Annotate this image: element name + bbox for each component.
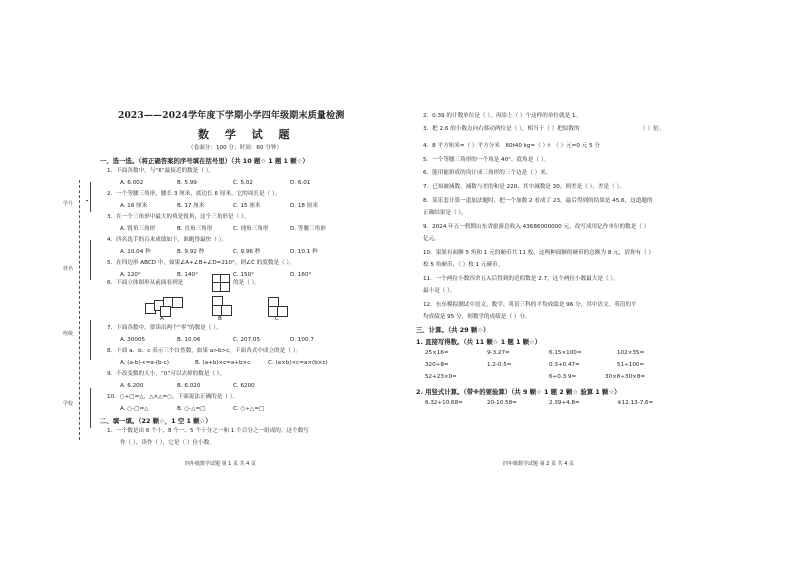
q5-option-d: D. 160°: [290, 272, 312, 278]
q5-text: 5．在四边形 ABCD 中，如果∠A+∠B+∠D=210°，则∠C 的度数是（ ）。: [107, 260, 295, 266]
q8-option-c: C. (a×b)×c=a×(b×c): [268, 360, 328, 366]
f9-text: 9．2024 年五一假期山东省旅游总收入 43686000000 元，改写成用亿作单位的数是（ ）: [423, 224, 650, 230]
f6-text: 6．能用能拼成的设计成三角形的三个边是（ ）米。: [423, 170, 552, 176]
q3-option-d: D. 等腰三角形: [290, 226, 326, 232]
f12-text: 12．东东模拟测试中语文、数学、英语三科的平均成绩是 96 分，其中语文、英语的平: [423, 302, 637, 308]
calc-r2c2: 1.2-0.5=: [487, 362, 512, 368]
f10-text: 10．果果有面额 5 角和 1 元的硬币共 11 枚，这两种面额的硬币的总额为 8 元，请你有（ ）: [423, 250, 655, 256]
q4-option-d: D. 10.1 秒: [290, 249, 318, 255]
side-label-name: 姓名: [63, 266, 74, 272]
q3-text: 3．在一个三角形中最大的角是锐角，这个三角形是（ ）。: [107, 214, 250, 220]
q10-option-c: C. ○÷△=□: [233, 406, 265, 412]
q9-text: 9．不改变数的大小，“0”可以去掉的数是（ ）。: [107, 371, 226, 377]
q9-option-c: C. 6200: [233, 383, 255, 389]
f8-text-cont: 正确结果是（ ）。: [423, 210, 467, 216]
f4-text: 4．8 平方厘米=（ ）平方分米 60t40 kg=（ ）t （ ）元=0 元 5 分: [423, 143, 601, 149]
f3-text: 3．把 2.6 的小数点向右移动两位是（ ），相当于（ ）把原数的: [423, 126, 580, 132]
side-field-line-1: [90, 182, 91, 212]
q2-option-a: A. 16 厘米: [120, 203, 148, 209]
vertical-calc-3: 2.39+4.8=: [549, 400, 580, 406]
q3-option-b: B. 直角三角形: [177, 226, 213, 232]
f11-text: 11．一个两位小数四舍五入后得到的近似数是 2.7，这个两位小数最大是（ ），: [423, 276, 619, 282]
q7-option-a: A. 30005: [120, 337, 146, 343]
calc-r3c4: 30×8÷30×8=: [605, 374, 646, 380]
section-2-heading: 二、填一填。（22 颗☆，1 空 1 颗☆）: [100, 417, 212, 425]
q10-text: 10．○+□=△，△×△=○，下面说法正确的是（ ）。: [107, 394, 239, 400]
f5-text: 5．一个等腰三角形的一个角是 40°，底角是（ ）。: [423, 157, 550, 163]
q5-option-b: B. 140°: [177, 272, 198, 278]
side-label-school: 学校: [63, 401, 74, 407]
exam-meta: （卷面分：100 分；时间：60 分钟）: [188, 145, 283, 151]
page-2-footer: 四年级数学试题 第 2 页 共 4 页: [503, 461, 574, 467]
q7-text: 7．下面各数中，要读出两个“零”的数是（ ）。: [107, 325, 222, 331]
q9-option-a: A. 6.200: [120, 383, 144, 389]
calc-part-1-heading: 1. 直接写得数。（共 11 颗☆ 1 题 1 颗☆）: [416, 338, 542, 346]
q8-option-b: B. (a+b)×c=a+b×c: [195, 360, 251, 366]
q5-option-c: C. 150°: [233, 272, 254, 278]
q1-option-c: C. 5.02: [233, 180, 253, 186]
calc-r1c3: 6.15×100=: [549, 350, 582, 356]
q7-option-c: C. 207.05: [233, 337, 261, 343]
q1-text: 1．下面各数中，与“6”最接近的数是（ ）。: [107, 168, 214, 174]
f10-text-cont: 枚 5 角硬币，（ ）枚 1 元硬币。: [423, 262, 504, 268]
side-label-id: 学号: [63, 201, 74, 207]
f12-text-cont: 均成绩是 95 分，则数学的成绩是（ ）分。: [423, 314, 531, 320]
q1-option-d: D. 6.01: [290, 180, 311, 186]
q10-option-a: A. ○-□=△: [120, 406, 149, 412]
f3-text-cont: （ ）倍。: [640, 126, 665, 132]
section-1-heading: 一、选一选。（将正确答案的序号填在括号里）（共 10 题☆ 1 题 1 颗☆）: [100, 157, 309, 165]
q6-label-b: B: [218, 316, 222, 322]
q3-option-c: C. 钝角三角形: [233, 226, 269, 232]
q1-option-b: B. 5.99: [177, 180, 197, 186]
f9-text-cont: 亿元。: [423, 236, 440, 242]
calc-r3c1: 52+23×0=: [425, 374, 457, 380]
vertical-calc-1: 6.32+10.68=: [425, 400, 463, 406]
q4-option-c: C. 9.96 秒: [233, 249, 261, 255]
q1-option-a: A. 6.002: [120, 180, 144, 186]
vertical-calc-4: ※12.13-7.6=: [617, 400, 654, 406]
q9-option-b: B. 6.020: [177, 383, 201, 389]
calc-r2c3: 0.3+0.47=: [549, 362, 580, 368]
q6-text: 6．下面立体图形从前面看到是: [107, 280, 184, 286]
calc-r2c4: 51÷100=: [617, 362, 645, 368]
q2-option-b: B. 17 厘米: [177, 203, 205, 209]
f1-text-line-1: 1．一个数是由 6 个十、8 个一、5 个十分之一和 1 个百分之一组成的，这个数写: [107, 428, 309, 434]
q2-option-d: D. 18 厘米: [290, 203, 318, 209]
side-field-line-2: [90, 240, 91, 280]
q5-option-a: A. 120°: [120, 272, 141, 278]
q6-label-a: A: [160, 316, 164, 322]
calc-r1c1: 25×16=: [425, 350, 449, 356]
f1-text-line-2: 作（ ），读作（ ），它是（ ）位小数。: [120, 440, 215, 446]
q4-option-a: A. 10.04 秒: [120, 249, 151, 255]
q8-option-a: A. (a-b)-c=a-(b-c): [120, 360, 169, 366]
f7-text: 7．已知被减数、减数与差的和是 220，其中减数是 30，则差是（ ），差是（ ）。: [423, 184, 625, 190]
calc-r1c2: 9-3.27=: [487, 350, 510, 356]
section-3-heading: 三、计算。（共 29 颗☆）: [416, 326, 490, 334]
vertical-calc-2: 20-10.58=: [487, 400, 517, 406]
f11-text-cont: 最小是（ ）。: [423, 288, 456, 294]
page-1-footer: 四年级数学试题 第 1 页 共 4 页: [185, 461, 256, 467]
q7-option-d: D. 100.7: [290, 337, 314, 343]
side-field-line-3: [90, 320, 91, 360]
name-underline: [86, 200, 88, 201]
calc-r1c4: 102×35=: [617, 350, 645, 356]
binding-line: [79, 180, 80, 440]
f2-text: 2．0.39 的计数单位是（ ），再添上（ ）个这样的单位就是 1。: [423, 113, 582, 119]
q6-text-tail: 的是（ ）。: [233, 280, 260, 286]
q4-text: 4．四名选手的百米成绩如下，谁跑得最快（ ）。: [107, 237, 228, 243]
q2-option-c: C. 15 厘米: [233, 203, 261, 209]
side-field-line-4: [90, 388, 91, 428]
q7-option-b: B. 10.06: [177, 337, 201, 343]
calc-r3c3: 6÷0.3.9=: [549, 374, 577, 380]
q2-text: 2．一个等腰三角形，腰长 3 厘米，底边长 6 厘米，它的周长是（ ）。: [107, 191, 281, 197]
subject-title: 数 学 试 题: [198, 128, 296, 141]
q4-option-b: B. 9.92 秒: [177, 249, 205, 255]
f8-text: 8．某乐套计算一道加法题时，把一个加数 2 看成了 23，最后得到的结果是 45.6，这道题的: [423, 198, 653, 204]
exam-title: 2023——2024学年度下学期小学四年级期末质量检测: [118, 111, 345, 121]
side-label-class: 班级: [63, 331, 74, 337]
calc-r2c1: 320÷8=: [425, 362, 449, 368]
q3-option-a: A. 锐角三角形: [120, 226, 156, 232]
calc-part-2-heading: 2. 用竖式计算。（带※的要验算）（共 9 颗☆ 1 题 2 颗☆ 验算 1 颗☆）: [416, 388, 621, 396]
q8-text: 8．下面 a、b、c 表示三个自然数，如果 a>b>c，下面各式中成立的是（ ）。: [107, 348, 301, 354]
q6-label-c: C: [275, 316, 279, 322]
q10-option-b: B. ○-△=□: [177, 406, 206, 412]
